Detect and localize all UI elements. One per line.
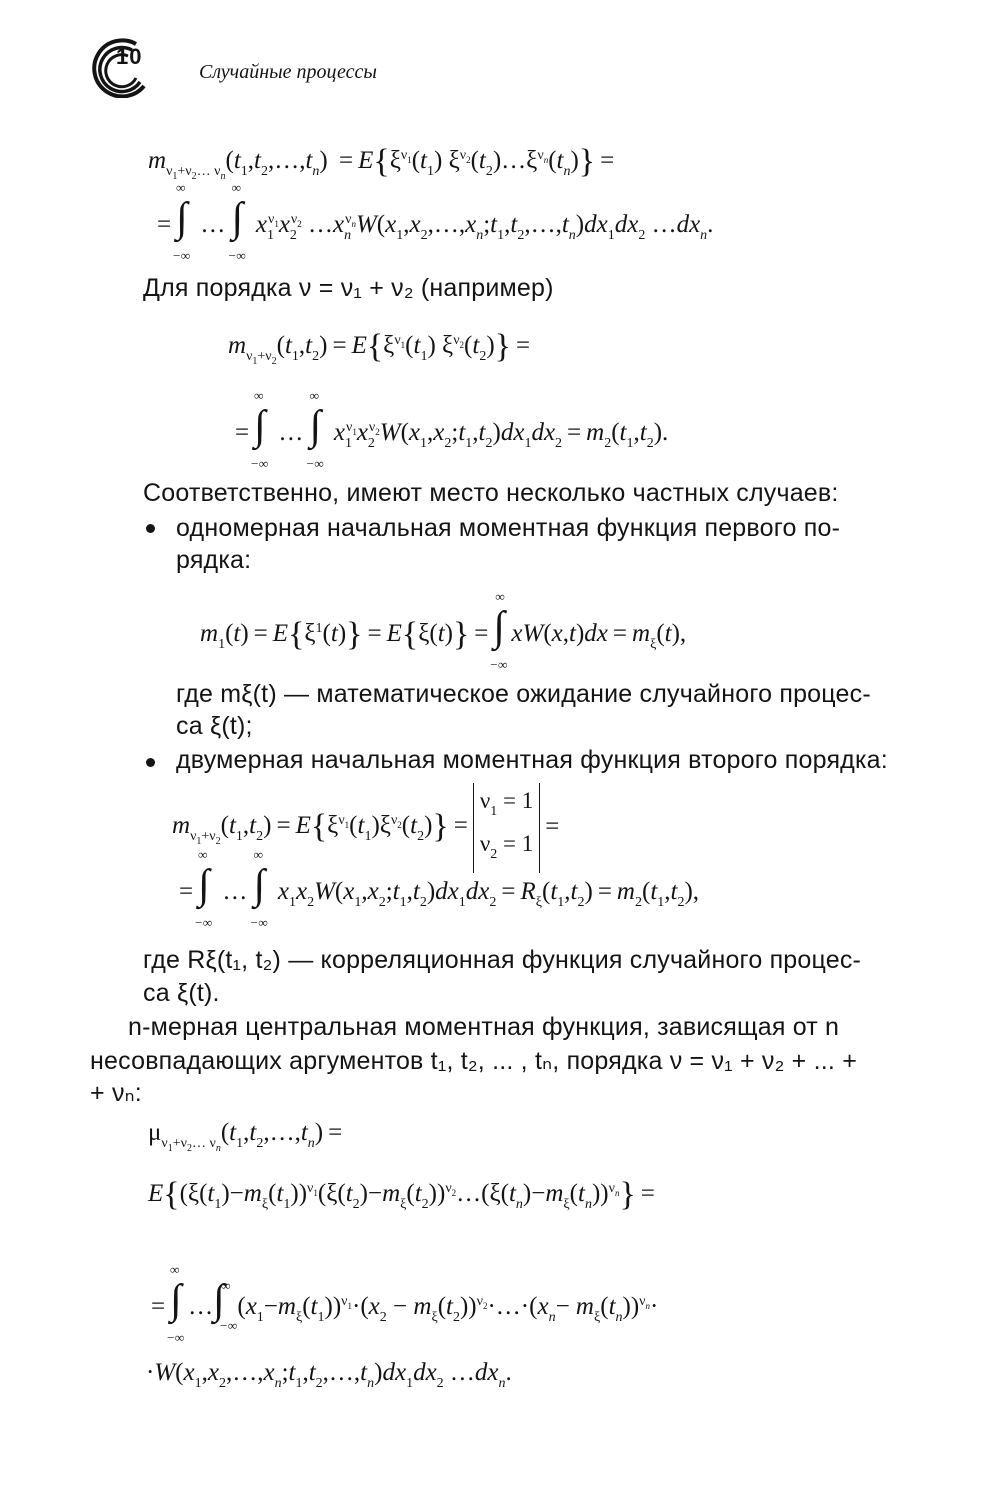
formula-5-line-1: $\mu_{\nu_1+\nu_2\dots \nu_n}(t_1,t_2,\dots,t_n)$ = bbox=[148, 1119, 343, 1154]
formula-4-line-2: = ∫ ∞ −∞ … ∫ ∞ −∞ $x_1x_2W(x_1,x_2;t_1,t_2)dx_1dx_2 = R_\xi(t_1,t_2) = m_2(t_1,t_2)$, bbox=[174, 870, 699, 910]
formula-2-line-2: = ∫ ∞ −∞ … ∫ ∞ −∞ $x_1^{\nu_1}x_2^{\nu_2}W(x_1,x_2;t_1,t_2)dx_1dx_2 = m_2(t_1,t_2)$. bbox=[230, 411, 668, 451]
order-example-text: Для порядка ν = ν₁ + ν₂ (например) bbox=[143, 274, 554, 302]
where-2-line-2: са ξ(t). bbox=[143, 979, 220, 1007]
where-1-line-1: где mξ(t) — математическое ожидание случайного процес- bbox=[176, 680, 871, 708]
formula-5-line-3: = ∫ ∞ −∞ … ∫ ∞ −∞ $(x_1-m_\xi(t_1))^{\nu_1}\cdot(x_2$ − $m_\xi(t_2))^{\nu_2}\cdot\dots\cdot(x_n- m_\xi(t_n))^{\nu_n}\cdot$ bbox=[146, 1285, 658, 1325]
central-text-line-2: несовпадающих аргументов t₁, t₂, ... , tₙ, порядка ν = ν₁ + ν₂ + ... + bbox=[90, 1047, 857, 1075]
formula-5-line-2: $E\{(\xi(t_1)-m_\xi(t_1))^{\nu_1}(\xi(t_2)-m_\xi(t_2))^{\nu_2}\dots(\xi(t_n)-m_\xi(t_n))^{\nu_n}\}$ = bbox=[148, 1176, 655, 1213]
formula-2-line-1: $m_{\nu_1+\nu_2}(t_1,t_2) = E\{\xi^{\nu_1}(t_1) \xi^{\nu_2}(t_2)\}$ = bbox=[228, 328, 531, 367]
formula-1-line-1: $m_{\nu_1+\nu_2\dots \nu_n}(t_1,t_2,\dots,t_n) = E\{\xi^{\nu_1}(t_1)$ $\xi^{\nu_2}(t_2)\dots\xi^{\nu_n}(t_n)$} = bbox=[148, 143, 615, 182]
where-2-line-1: где Rξ(t₁, t₂) — корреляционная функция случайного процес- bbox=[143, 946, 862, 974]
formula-3: $m_1(t) = E\{\xi^1(t)\} = E\{\xi(t)\}$ = ∫ ∞ −∞ $xW(x,t)dx = m_\xi(t)$, bbox=[200, 612, 686, 652]
central-text-line-3: + νₙ: bbox=[90, 1079, 142, 1107]
bullet-1-text-line-2: рядка: bbox=[176, 546, 252, 574]
where-1-line-2: са ξ(t); bbox=[176, 712, 253, 740]
bullet-2-text-line-1: двумерная начальная моментная функция второго порядка: bbox=[176, 746, 888, 774]
central-text-line-1: n-мерная центральная моментная функция, зависящая от n bbox=[128, 1013, 840, 1041]
formula-4-line-1: $m_{\nu_1+\nu_2}(t_1,t_2) = E\{\xi^{\nu_1}(t_1)\xi^{\nu_2}(t_2)\} =\nu_1 = 1$ $\nu_2 = 1=$ bbox=[172, 783, 564, 873]
bullet-2 bbox=[146, 758, 155, 767]
page-number: 10 bbox=[116, 44, 143, 69]
formula-1-line-2: = ∫ ∞ −∞ … ∫ ∞ −∞ $x_1^{\nu_1}x_2^{\nu_2}$ $\dots x_n^{\nu_n}W(x_1,x_2,\dots,x_n;t_1,t_2,\dots,t_n)dx_1dx_2$ $\dots dx_n$. bbox=[152, 203, 713, 243]
formula-5-line-4: $\cdot W(x_1,x_2,\dots,x_n;t_1,t_2,\dots,t_n)dx_1dx_2$ $\dots dx_n$. bbox=[146, 1359, 512, 1391]
bullet-1 bbox=[146, 524, 155, 533]
running-head: Случайные процессы bbox=[199, 61, 377, 83]
bullet-1-text-line-1: одномерная начальная моментная функция первого по- bbox=[176, 514, 841, 542]
determinant-condition: $\nu_1 = 1$ $\nu_2 = 1$ bbox=[473, 783, 540, 873]
accordingly-text: Соответственно, имеют место несколько частных случаев: bbox=[143, 479, 839, 507]
